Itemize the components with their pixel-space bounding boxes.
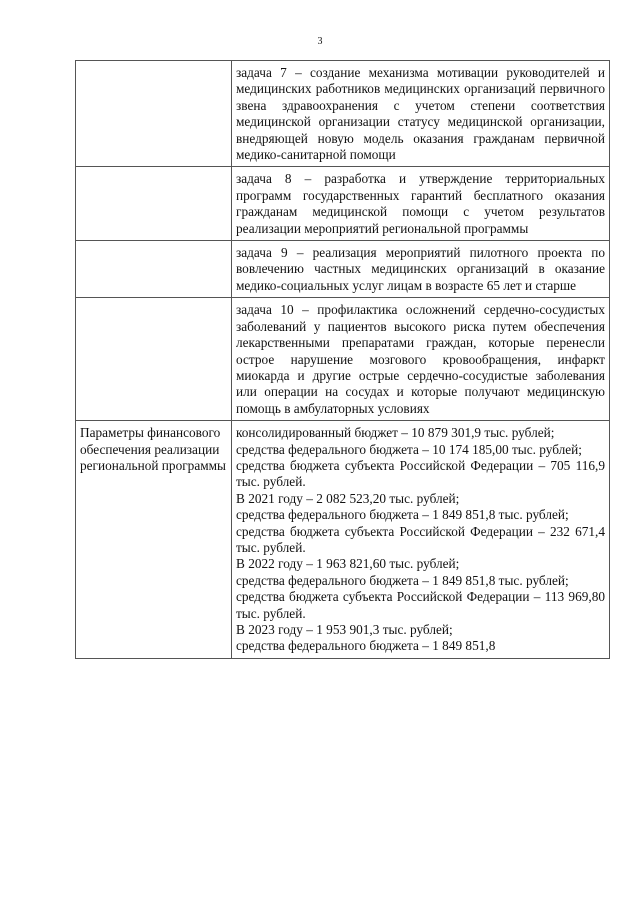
financing-line: В 2021 году – 2 082 523,20 тыс. рублей; [236,490,460,506]
financing-line: В 2022 году – 1 963 821,60 тыс. рублей; [236,556,460,572]
task-10-cell: задача 10 – профилактика осложнений сердечно-сосудистых заболеваний у пациентов высокого риска путем обеспечения лекарственными препаратами граждан, которые перенесли острое нарушение мозгового кровообращения, инфаркт миокарда и другие острые сердечно-сосудистые заболевания или операции на сосудах и которые получают медицинскую помощь в амбулаторных условиях [232,298,610,421]
table-row [76,61,610,167]
financing-line: средства федерального бюджета – 1 849 851,8 тыс. рублей; [236,507,569,523]
financing-line: средства бюджета субъекта Российской Федерации – 113 969,80 тыс. рублей. [236,589,605,621]
financing-line: средства бюджета субъекта Российской Федерации – 705 116,9 тыс. рублей. [236,457,605,490]
table-row [76,241,610,298]
empty-cell [76,61,232,167]
financing-line: средства федерального бюджета – 10 174 185,00 тыс. рублей; [236,441,582,457]
financing-line: В 2023 году – 1 953 901,3 тыс. рублей; [236,622,453,637]
financing-line: средства бюджета субъекта Российской Федерации – 232 671,4 тыс. рублей. [236,523,605,555]
empty-cell [76,241,232,298]
empty-cell [76,167,232,241]
financing-line: средства федерального бюджета – 1 849 851,8 [236,638,496,654]
table-row [76,167,610,241]
financing-cell [232,421,610,659]
program-table [75,60,610,659]
task-8-cell: задача 8 – разработка и утверждение территориальных программ государственных гарантий бесплатного оказания гражданам медицинской помощи с учетом результатов реализации мероприятий региональной программы [232,167,610,241]
financing-line: консолидированный бюджет – 10 879 301,9 тыс. рублей; [236,425,555,441]
financing-line: средства федерального бюджета – 1 849 851,8 тыс. рублей; [236,572,569,588]
task-7-cell: задача 7 – создание механизма мотивации руководителей и медицинских работников медицинских организаций первичного звена здравоохранения с учетом степени соответствия медицинской организации статусу медицинской организации, внедряющей новую модель оказания гражданам первичной медико-санитарной помощи [232,61,610,167]
page-number: 3 [317,36,323,47]
table-row [76,298,610,421]
empty-cell [76,298,232,421]
financing-label: Параметры финансового обеспечения реализации региональной программы [76,421,232,659]
task-9-cell: задача 9 – реализация мероприятий пилотного проекта по вовлечению частных медицинских организаций в оказание медико-социальных услуг лицам в возрасте 65 лет и старше [232,241,610,298]
table-row [76,421,610,659]
